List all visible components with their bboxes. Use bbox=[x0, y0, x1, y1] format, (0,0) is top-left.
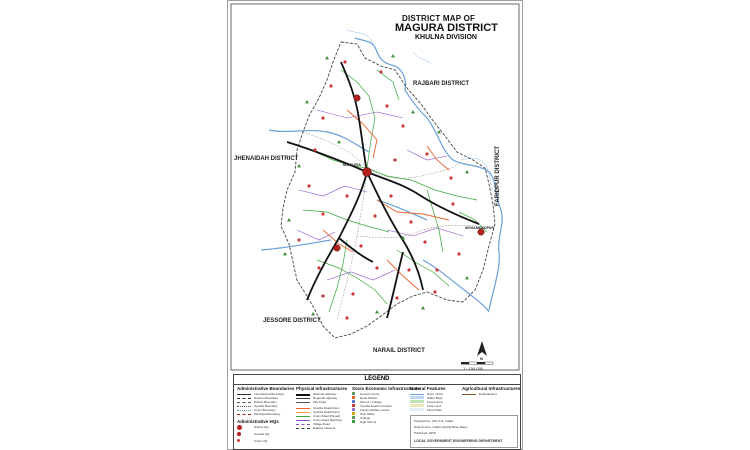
legend-item: Upazila Road/Union bbox=[296, 410, 348, 414]
neighbour-label-faridpur: FARIDPUR DISTRICT bbox=[495, 146, 501, 206]
upazila-hq-label: MOHAMMADPUR bbox=[465, 226, 494, 230]
map-title: MAGURA DISTRICT bbox=[395, 22, 498, 34]
legend-item: Water Body bbox=[410, 396, 458, 400]
upazila-boundaries bbox=[303, 132, 477, 320]
legend-item: District Boundary bbox=[237, 400, 293, 404]
scale-text: 1 : 150,000 bbox=[463, 366, 484, 371]
legend-item: College bbox=[352, 416, 406, 420]
upazila-hq-marker bbox=[354, 95, 360, 101]
legend-item: River / Khal bbox=[410, 392, 458, 396]
legend-heading-physical: Physical Infrastructures bbox=[296, 386, 348, 391]
legend-item: Union Road (Earthen) bbox=[296, 418, 348, 422]
legend-item: Post Office bbox=[352, 412, 406, 416]
agency-name: LOCAL GOVERNMENT ENGINEERING DEPARTMENT bbox=[414, 439, 503, 443]
legend-item: Family Welfare Centre bbox=[352, 408, 406, 412]
legend-item: Embankment bbox=[462, 392, 516, 396]
legend-item: High School bbox=[352, 420, 406, 424]
legend-panel bbox=[233, 374, 521, 450]
legend-item: Village Road bbox=[296, 422, 348, 426]
rural-roads bbox=[297, 110, 463, 280]
legend-item: Union Road (Paved) bbox=[296, 414, 348, 418]
north-arrow-icon bbox=[477, 341, 487, 356]
legend-item: School / College bbox=[352, 400, 406, 404]
legend-heading-boundaries: Administrative Boundaries bbox=[237, 386, 295, 391]
legend-item: District HQ bbox=[237, 425, 293, 429]
legend-item: Char Land bbox=[410, 404, 458, 408]
legend-item: Forest Area bbox=[410, 400, 458, 404]
neighbour-label-rajbari: RAJBARI DISTRICT bbox=[413, 81, 470, 87]
legend-item: National Highway bbox=[296, 392, 348, 396]
legend-heading-natural: Natural Features bbox=[410, 386, 446, 391]
growth-centre-markers bbox=[283, 54, 469, 315]
north-label: N bbox=[480, 356, 483, 361]
legend-item: Municipal Boundary bbox=[237, 412, 293, 416]
legend-item: Flood Plain bbox=[410, 408, 458, 412]
legend-item: Zila Road bbox=[296, 400, 348, 404]
legend-item: Upazila Boundary bbox=[237, 404, 293, 408]
map-sheet bbox=[227, 0, 523, 450]
map-title-line1: DISTRICT MAP OF bbox=[402, 14, 476, 23]
credit-line: Data Source: LGED Upazila Base Maps bbox=[414, 425, 468, 429]
credit-line: Published: 2009 bbox=[414, 431, 436, 435]
legend-title: LEGEND bbox=[234, 375, 520, 385]
district-hq-label: MAGURA bbox=[343, 162, 361, 167]
legend-heading-socio: Socio Economic Infrastructures bbox=[352, 386, 421, 391]
legend-item: Union HQ bbox=[237, 439, 293, 443]
credit-line: Prepared by: GIS Unit, LGED bbox=[414, 419, 454, 423]
legend-item: Railway Network bbox=[296, 426, 348, 430]
credit-box bbox=[410, 415, 518, 448]
neighbour-label-narail: NARAIL DISTRICT bbox=[373, 348, 425, 354]
scale-bar bbox=[461, 362, 493, 364]
legend-item: Union Boundary bbox=[237, 408, 293, 412]
legend-item: Upazila Health Complex bbox=[352, 404, 406, 408]
legend-item: Division Boundary bbox=[237, 396, 293, 400]
legend-heading-agricultural: Agricultural Infrastructures bbox=[462, 386, 521, 391]
magura-district-hq-marker bbox=[363, 168, 372, 177]
legend-item: International Boundary bbox=[237, 392, 293, 396]
legend-item: Upazila HQ bbox=[237, 432, 293, 436]
map-subtitle: KHULNA DIVISION bbox=[415, 34, 477, 41]
neighbour-label-jhenaidah: JHENAIDAH DISTRICT bbox=[234, 156, 299, 162]
neighbour-label-jessore: JESSORE DISTRICT bbox=[263, 318, 321, 324]
legend-heading-hq: Administrative HQs bbox=[237, 419, 279, 424]
upazila-hq-marker bbox=[334, 245, 340, 251]
feeder-roads bbox=[303, 70, 487, 312]
legend-item: Growth Centre bbox=[352, 392, 406, 396]
map-frame-border bbox=[231, 4, 519, 370]
legend-item: Rural Market bbox=[352, 396, 406, 400]
legend-item: Regional Highway bbox=[296, 396, 348, 400]
legend-item: Upazila Road/Union bbox=[296, 406, 348, 410]
